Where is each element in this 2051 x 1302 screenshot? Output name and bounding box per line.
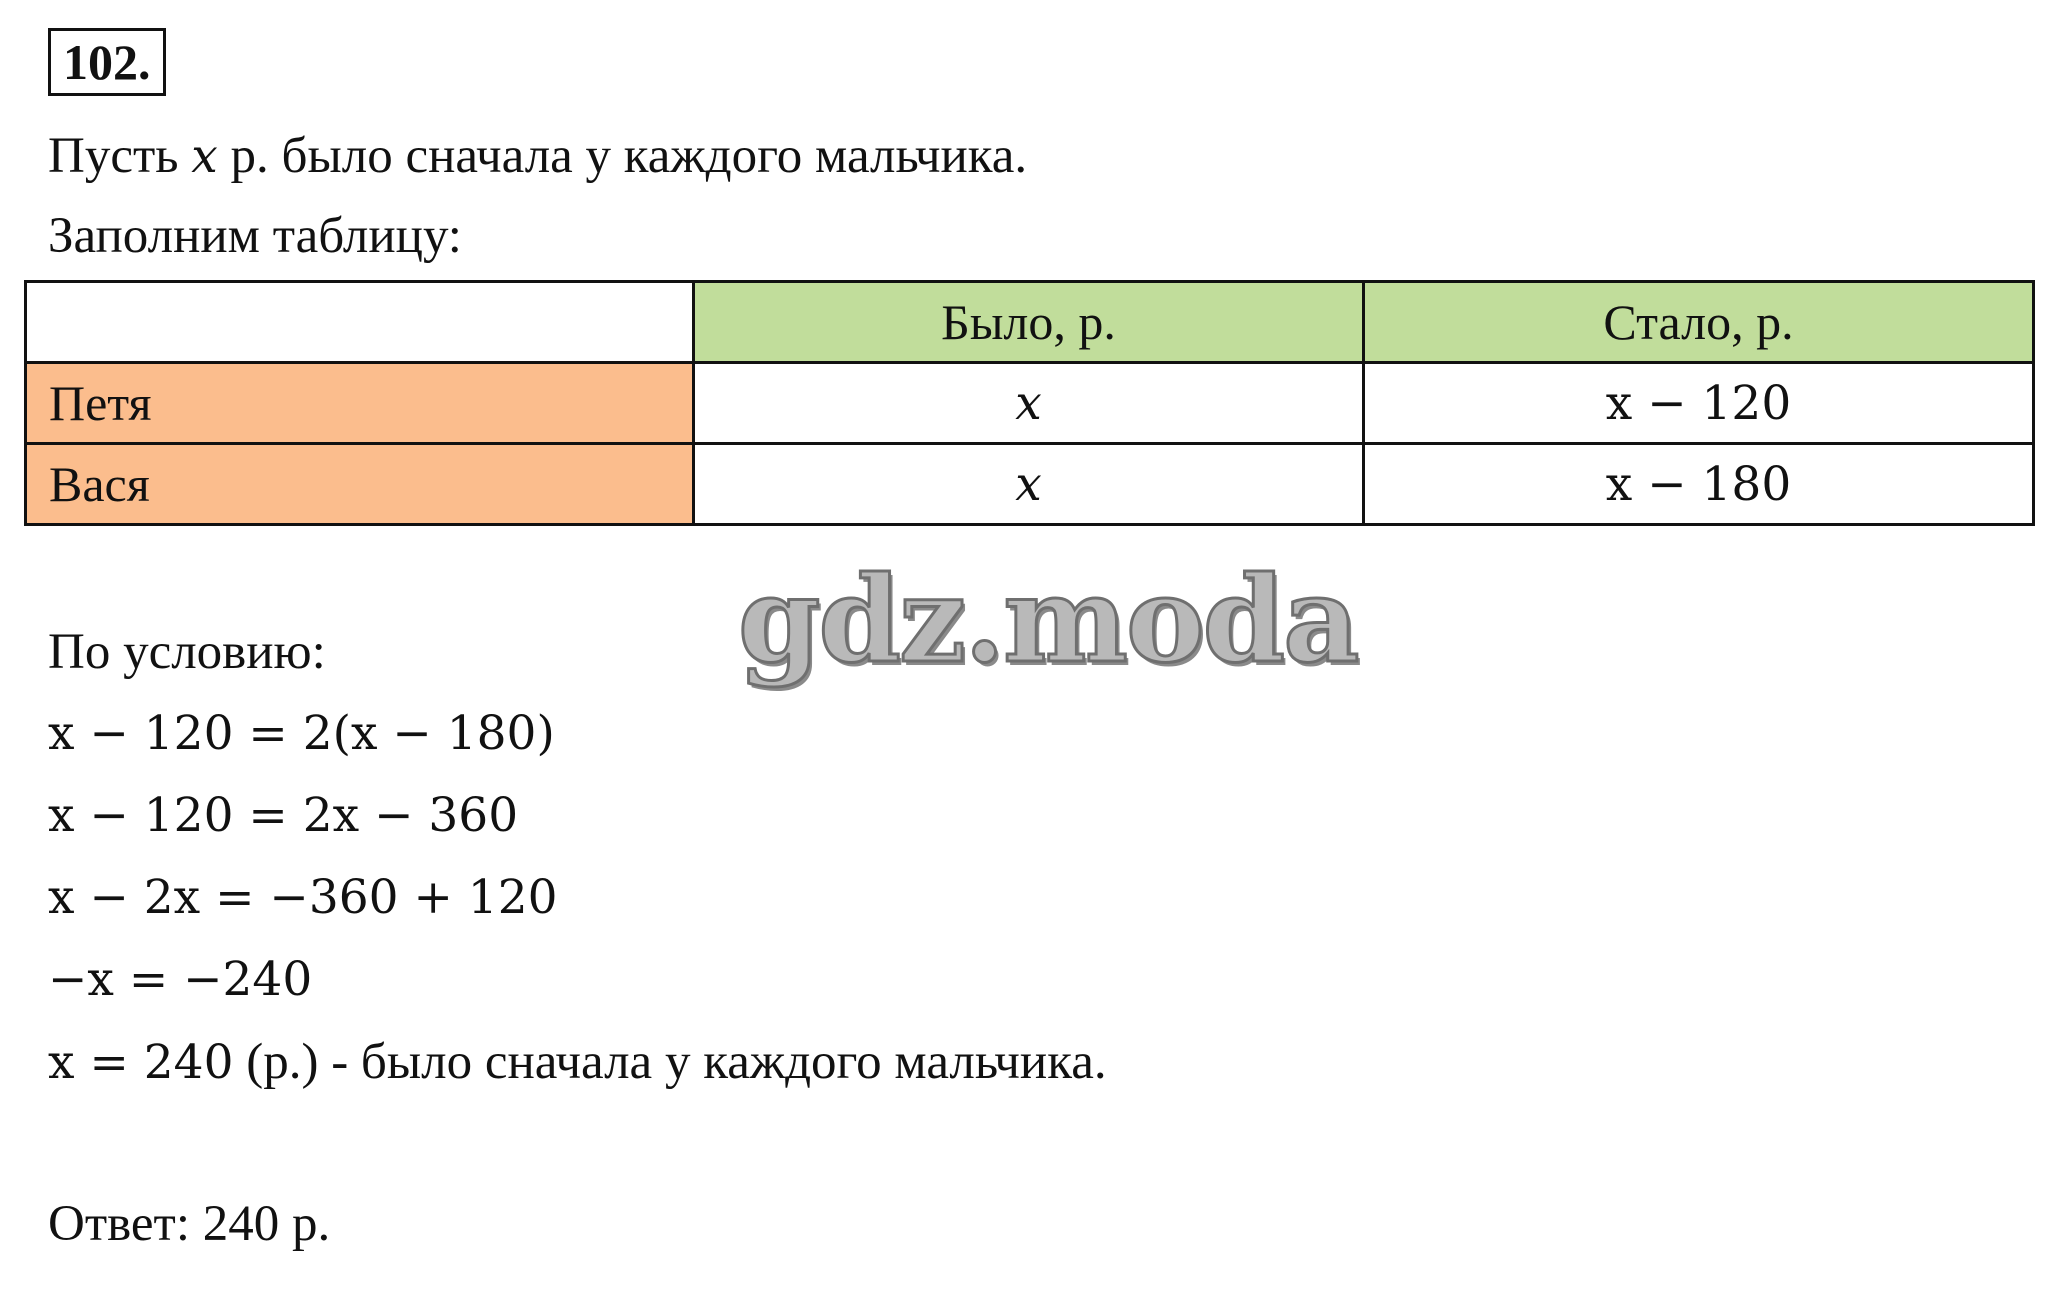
problem-number: 102. [48, 28, 166, 96]
equation-line: −x = −240 [48, 952, 313, 1007]
cell-petya-became: x − 120 [1364, 363, 2034, 444]
cell-petya-was [694, 363, 1364, 444]
intro-variable: x [191, 129, 218, 184]
result-line [48, 1032, 1107, 1093]
table-row [26, 444, 2034, 525]
answer-line: Ответ: 240 р. [48, 1196, 331, 1252]
cell-vasya-was [694, 444, 1364, 525]
condition-label: По условию: [48, 624, 326, 680]
intro-prefix: Пусть [48, 128, 192, 184]
table-header-empty [26, 282, 694, 363]
row-label-vasya: Вася [26, 444, 694, 525]
intro-line [48, 126, 1027, 187]
table-header-was: Было, р. [694, 282, 1364, 363]
cell-vasya-became: x − 180 [1364, 444, 2034, 525]
equation-line: x − 2x = −360 + 120 [48, 870, 558, 925]
watermark-logo: gdz.moda [738, 550, 1358, 689]
equation-line: x − 120 = 2(x − 180) [48, 706, 555, 761]
cell-petya-was-value: x [1015, 375, 1042, 431]
equation-line: x − 120 = 2x − 360 [48, 788, 519, 843]
table-row [26, 363, 2034, 444]
table-intro: Заполним таблицу: [48, 208, 462, 264]
table-header-became: Стало, р. [1364, 282, 2034, 363]
row-label-petya: Петя [26, 363, 694, 444]
table-header-row [26, 282, 2034, 363]
result-equation: x = 240 [48, 1035, 234, 1090]
intro-suffix: р. было сначала у каждого мальчика. [217, 128, 1028, 184]
data-table [24, 280, 2035, 526]
cell-vasya-was-value: x [1015, 456, 1042, 512]
result-note: (р.) - было сначала у каждого мальчика. [233, 1034, 1107, 1090]
